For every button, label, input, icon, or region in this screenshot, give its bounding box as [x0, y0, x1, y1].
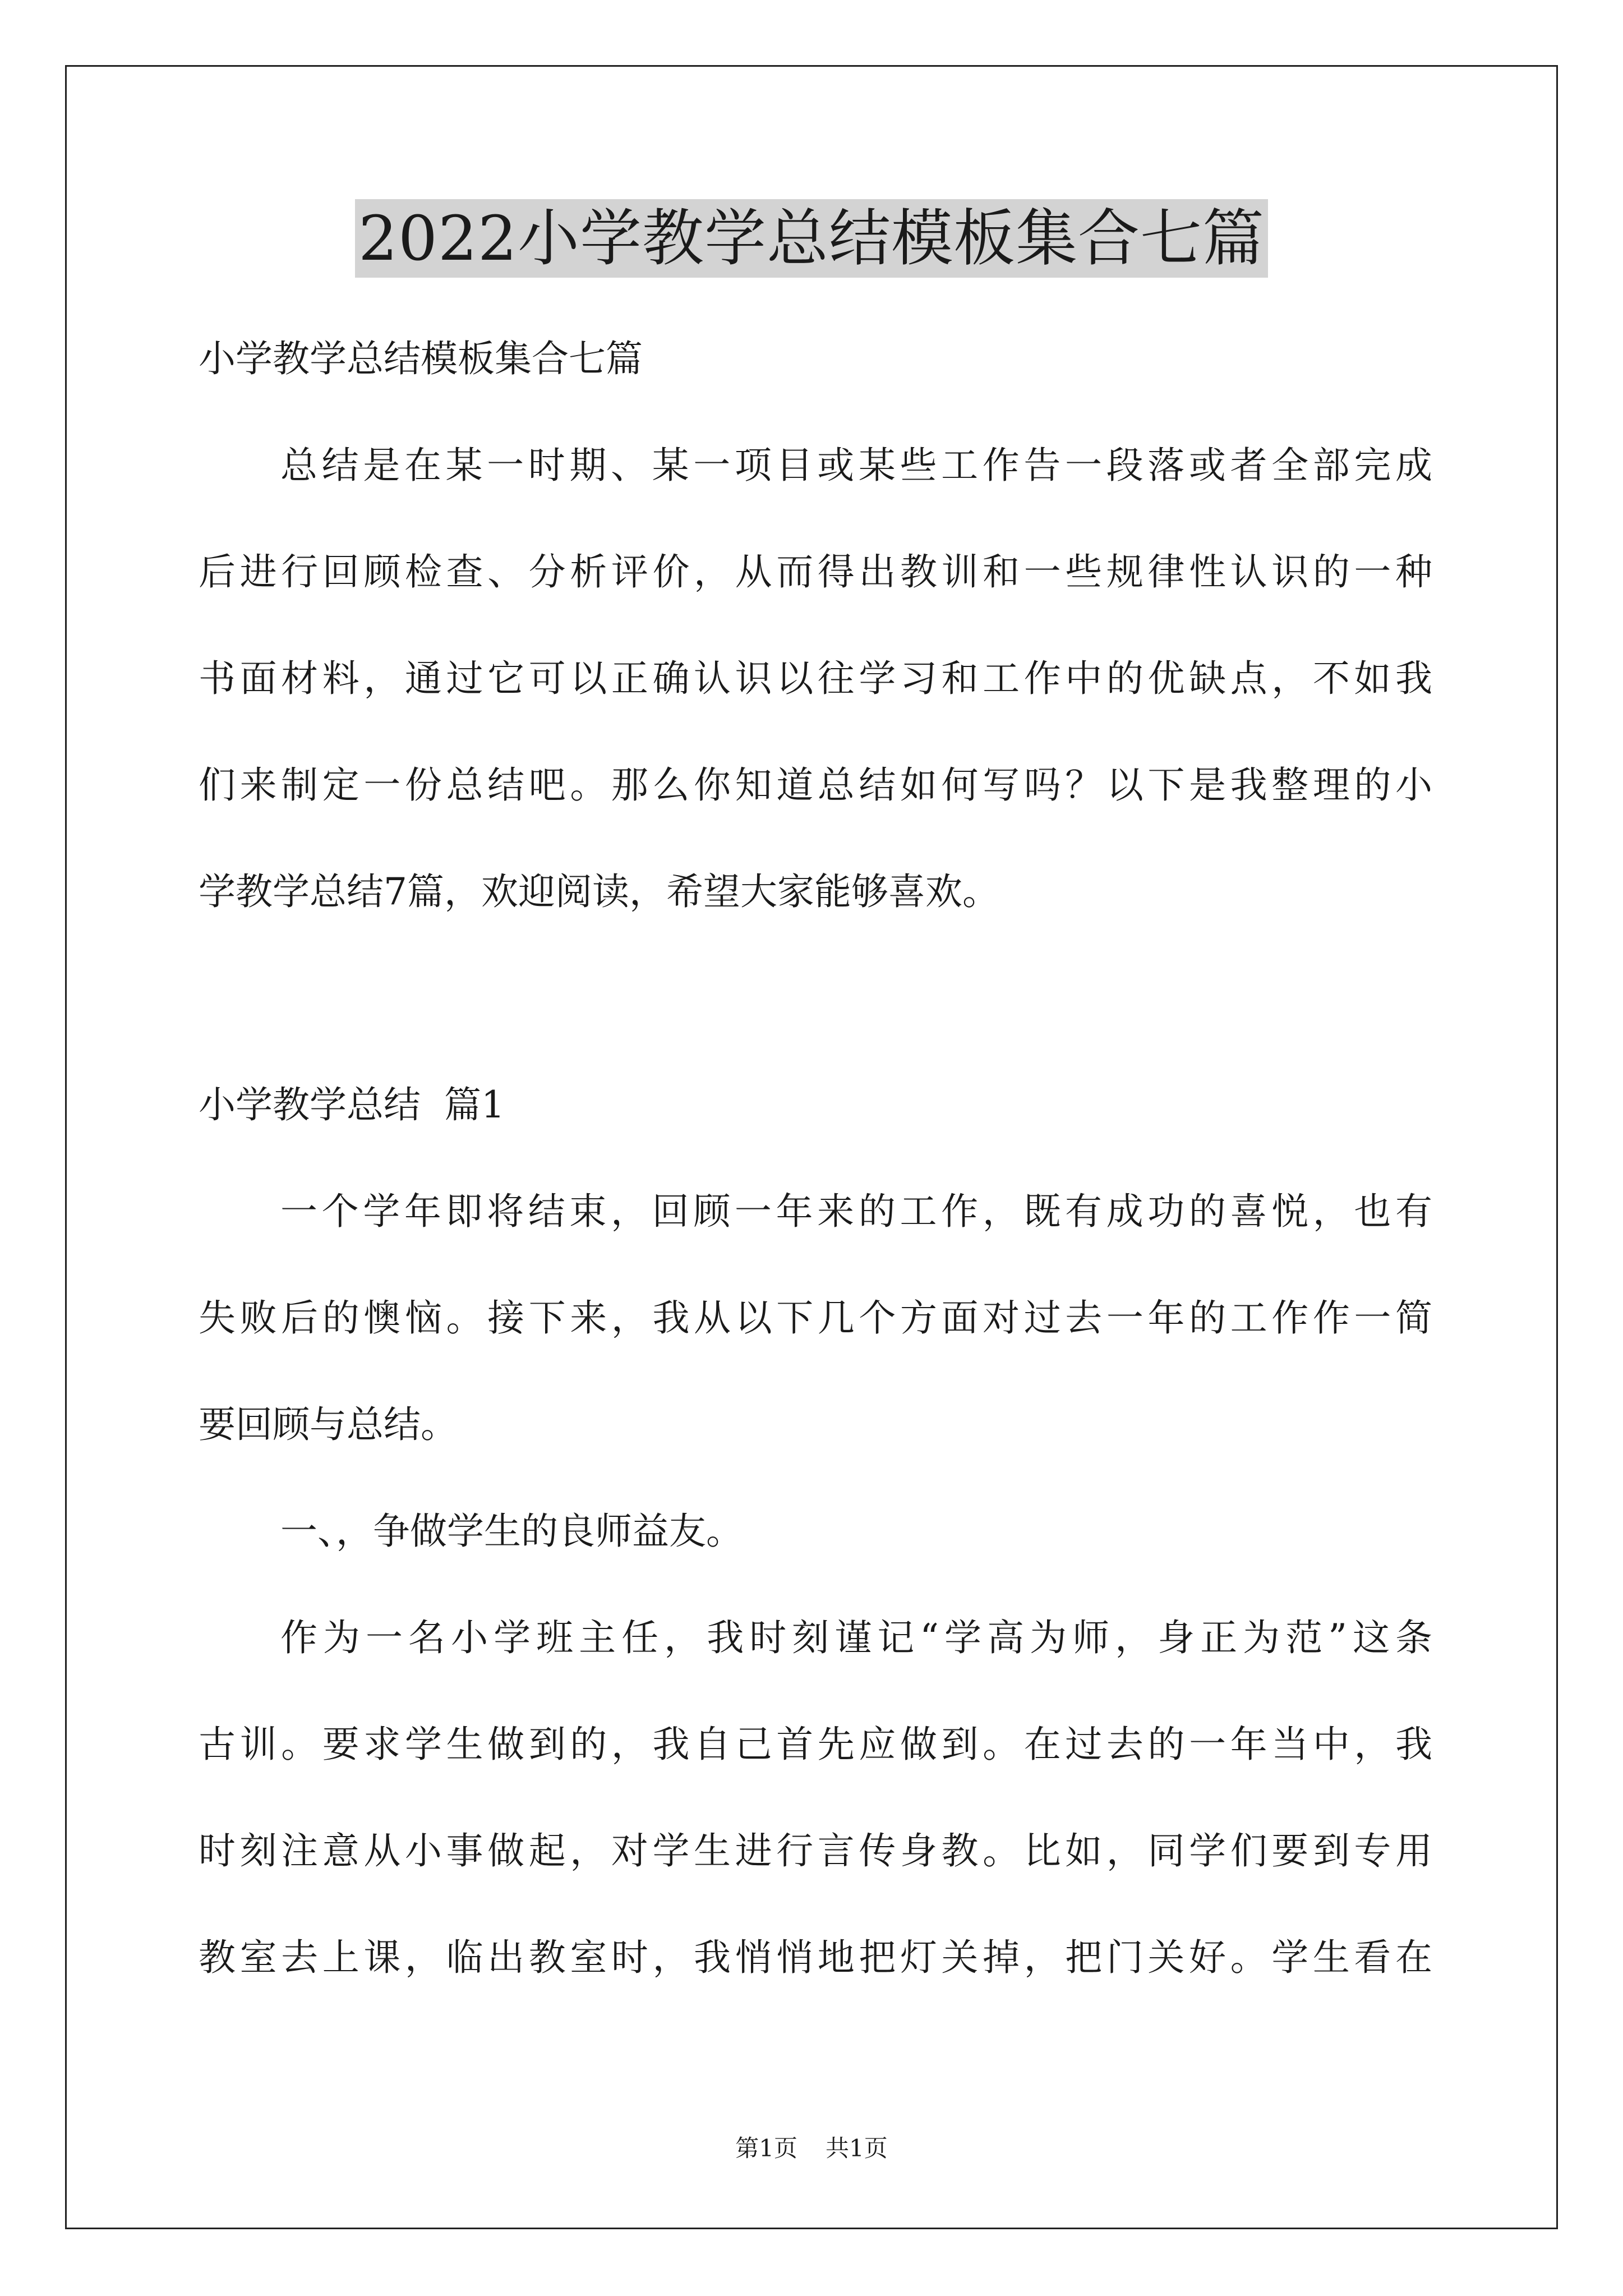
paragraph-line: 一个学年即将结束，回顾一年来的工作，既有成功的喜悦，也有 [280, 1190, 1432, 1233]
section-heading: 小学教学总结 篇1 [199, 1083, 505, 1126]
paragraph-line: 古训。要求学生做到的，我自己首先应做到。在过去的一年当中，我 [199, 1723, 1432, 1766]
page-total: 共1页 [826, 2134, 888, 2162]
title-area [0, 199, 1623, 278]
paragraph-line: 时刻注意从小事做起，对学生进行言传身教。比如，同学们要到专用 [199, 1829, 1432, 1872]
intro-line: 总结是在某一时期、某一项目或某些工作告一段落或者全部完成 [280, 444, 1432, 487]
paragraph-line: 教室去上课，临出教室时，我悄悄地把灯关掉，把门关好。学生看在 [199, 1936, 1432, 1979]
intro-line: 书面材料，通过它可以正确认识以往学习和工作中的优缺点，不如我 [199, 657, 1432, 700]
point-heading: 一、，争做学生的良师益友。 [280, 1510, 743, 1553]
page-number: 第1页 [735, 2134, 797, 2162]
blank-line [199, 945, 1432, 1052]
paragraph-line: 失败后的懊恼。接下来，我从以下几个方面对过去一年的工作作一简 [199, 1296, 1432, 1340]
paragraph-line: 要回顾与总结。 [199, 1403, 458, 1446]
page-footer [0, 2132, 1623, 2165]
intro-line: 学教学总结7篇，欢迎阅读，希望大家能够喜欢。 [199, 870, 999, 913]
intro-line: 后进行回顾检查、分析评价，从而得出教训和一些规律性认识的一种 [199, 550, 1432, 593]
document-subtitle: 小学教学总结模板集合七篇 [199, 337, 643, 380]
document-title: 2022小学教学总结模板集合七篇 [355, 199, 1268, 278]
intro-line: 们来制定一份总结吧。那么你知道总结如何写吗？以下是我整理的小 [199, 763, 1432, 807]
document-body [199, 306, 1432, 2011]
paragraph-line: 作为一名小学班主任，我时刻谨记“学高为师，身正为范”这条 [280, 1616, 1432, 1659]
